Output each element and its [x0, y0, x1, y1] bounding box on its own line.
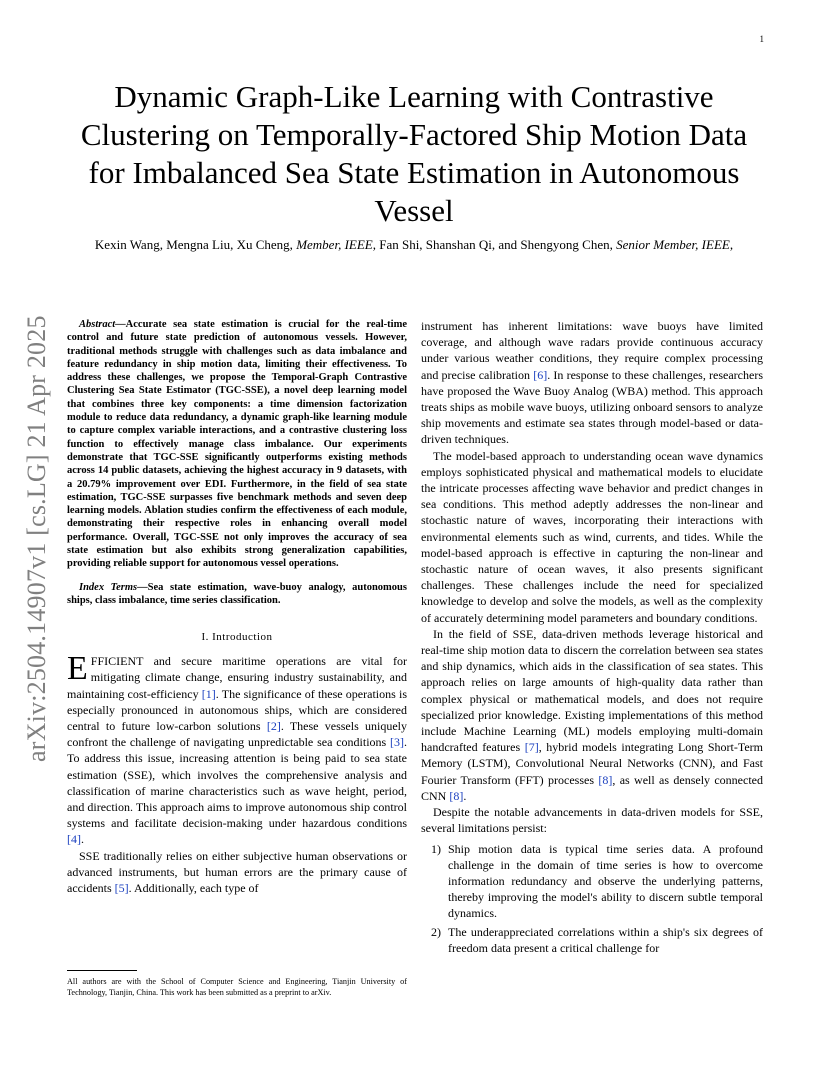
author-membership-1: Member, IEEE, — [296, 237, 376, 252]
right-paragraph-3: In the field of SSE, data-driven methods leverage historical and real-time ship motion data to discern the correlation between sea states and ship dynamics, which aids in the classification of sea states. This approach relies on large amounts of high-quality data rather than complex physical or mathematical models, and does not require specialized prior knowledge. Existing implementations of this method include Machine Learning (ML) models employing multi-domain handcrafted features [7], hybrid models integrating Long Short-Term Memory (LSTM), Convolutional Neural Networks (CNN), and Fast Fourier Transform (FFT) processes [8], as well as densely connected CNN [8]. — [421, 626, 763, 803]
citation-link[interactable]: [3] — [390, 735, 404, 750]
citation-link[interactable]: [5] — [114, 881, 129, 896]
right-paragraph-2: The model-based approach to understanding ocean wave dynamics employs sophisticated physical and mathematical models to elucidate the intricate processes affecting wave behavior and predict changes in sea conditions. This method adeptly addresses the non-linear and stochastic nature of waves, incorporating their interactions with environmental elements such as wind, currents, and tides. While the model-based approach is effective in capturing the non-linear and stochastic nature of ocean waves, it also presents significant challenges. These challenges include the need for specialized knowledge to develop and solve the models, as well as the complexity of accurately determining model parameters and boundary conditions. — [421, 448, 763, 625]
authors-part-2: Fan Shi, Shanshan Qi, and Shengyong Chen, — [375, 237, 617, 252]
citation-link[interactable]: [2] — [266, 719, 281, 734]
intro-paragraph-1: EFFICIENT and secure maritime operations are vital for mitigating climate change, ensuring industry sustainability, and maintaining cost-efficiency [1]. The significance of these operations is especially pronounced in autonomous ships, which are considered central to future low-carbon solutions [2]. These vessels uniquely confront the challenge of navigating unpredictable sea conditions [3]. To address this issue, increasing attention is being paid to sea state estimation (SSE), which involves the comprehensive analysis and classification of marine characteristics such as wave height, period, and direction. This approach aims to improve autonomous ship control systems and facilitate decision-making under hazardous conditions [4]. — [67, 650, 407, 847]
citation-link[interactable]: [8] — [449, 788, 464, 803]
index-terms-label: Index Terms — [79, 581, 138, 593]
list-item — [421, 924, 763, 956]
citation-link[interactable]: [7] — [524, 740, 539, 755]
author-membership-2: Senior Member, IEEE, — [616, 237, 734, 252]
list-item-number: 1) — [431, 841, 441, 856]
citation-link[interactable]: [6] — [533, 367, 548, 382]
list-item-text: The underappreciated correlations within a ship's six degrees of freedom data present a critical challenge for — [448, 924, 763, 955]
page-number: 1 — [759, 34, 764, 44]
list-item — [421, 841, 763, 922]
arxiv-identifier-text: arXiv:2504.14907v1 [cs.LG] 21 Apr 2025 — [22, 315, 51, 762]
abstract — [67, 318, 407, 571]
author-list — [80, 236, 748, 253]
list-item-text: Ship motion data is typical time series data. A profound challenge in the domain of time series is how to overcome information redundancy and observe the underlying patterns, thereby improving the model's ability to discern subtle temporal dynamics. — [448, 841, 763, 921]
limitations-list — [421, 841, 763, 956]
index-terms — [67, 581, 407, 608]
authors-part-1: Kexin Wang, Mengna Liu, Xu Cheng, — [94, 237, 297, 252]
footnote-divider — [67, 970, 137, 971]
citation-link[interactable]: [4] — [67, 832, 81, 847]
section-heading-introduction: I. Introduction — [201, 631, 273, 644]
right-paragraph-1: instrument has inherent limitations: wave buoys have limited coverage, and although wave radars provide continuous accuracy under various weather conditions, they require complex processing and precise calibration [6]. In response to these challenges, researchers have proposed the Wave Buoy Analog (WBA) method. This approach treats ships as mobile wave buoys, utilizing onboard sensors to analyze ship movements and estimate sea states through model-based or data-driven techniques. — [421, 319, 763, 447]
abstract-text: —Accurate sea state estimation is crucial for the real-time control and future state prediction of autonomous vessels. However, traditional methods struggle with challenges such as data imbalance and feature redundancy in ship motion data, limiting their effectiveness. To address these challenges, we propose the Temporal-Graph Contrastive Clustering Sea State Estimator (TGC-SSE), a novel deep learning model that combines three key components: a time dimension factorization module to reduce data redundancy, a dynamic graph-like learning module to capture complex variable interactions, and a contrastive clustering loss function to effectively manage class imbalance. Our experiments demonstrate that TGC-SSE significantly outperforms existing methods across 14 public datasets, achieving the highest accuracy in 9 datasets, with a 20.79% improvement over EDI. Furthermore, in the field of sea state estimation, TGC-SSE surpasses five benchmark methods and seven deep learning models. Ablation studies confirm the effectiveness of each module, demonstrating their respective roles in enhancing overall model performance. Overall, TGC-SSE not only improves the accuracy of sea state estimation but also exhibits strong generalization capabilities, providing reliable support for autonomous vessel operations. — [67, 319, 407, 570]
citation-link[interactable]: [1] — [201, 686, 216, 701]
citation-link[interactable]: [8] — [598, 772, 613, 787]
intro-paragraph-2: SSE traditionally relies on either subjective human observations or advanced instruments, but human errors are the primary cause of accidents [5]. Additionally, each type of — [67, 848, 407, 896]
drop-cap: E — [67, 650, 88, 688]
right-column — [421, 318, 763, 958]
index-terms-text: —Sea state estimation, wave-buoy analogy, autonomous ships, class imbalance, time series classification. — [67, 581, 407, 606]
abstract-label: Abstract — [79, 319, 116, 330]
paper-title: Dynamic Graph-Like Learning with Contrastive Clustering on Temporally-Factored Ship Motion Data for Imbalanced Sea State Estimation in Autonomous Vessel — [80, 79, 748, 228]
list-item-number: 2) — [431, 924, 441, 939]
right-paragraph-4: Despite the notable advancements in data-driven models for SSE, several limitations persist: — [421, 805, 763, 836]
arxiv-identifier-stamp — [22, 292, 52, 762]
left-column — [67, 318, 407, 896]
affiliation-footnote: All authors are with the School of Computer Science and Engineering, Tianjin University of Technology, Tianjin, China. This work has been submitted as a preprint to arXiv. — [67, 977, 407, 997]
